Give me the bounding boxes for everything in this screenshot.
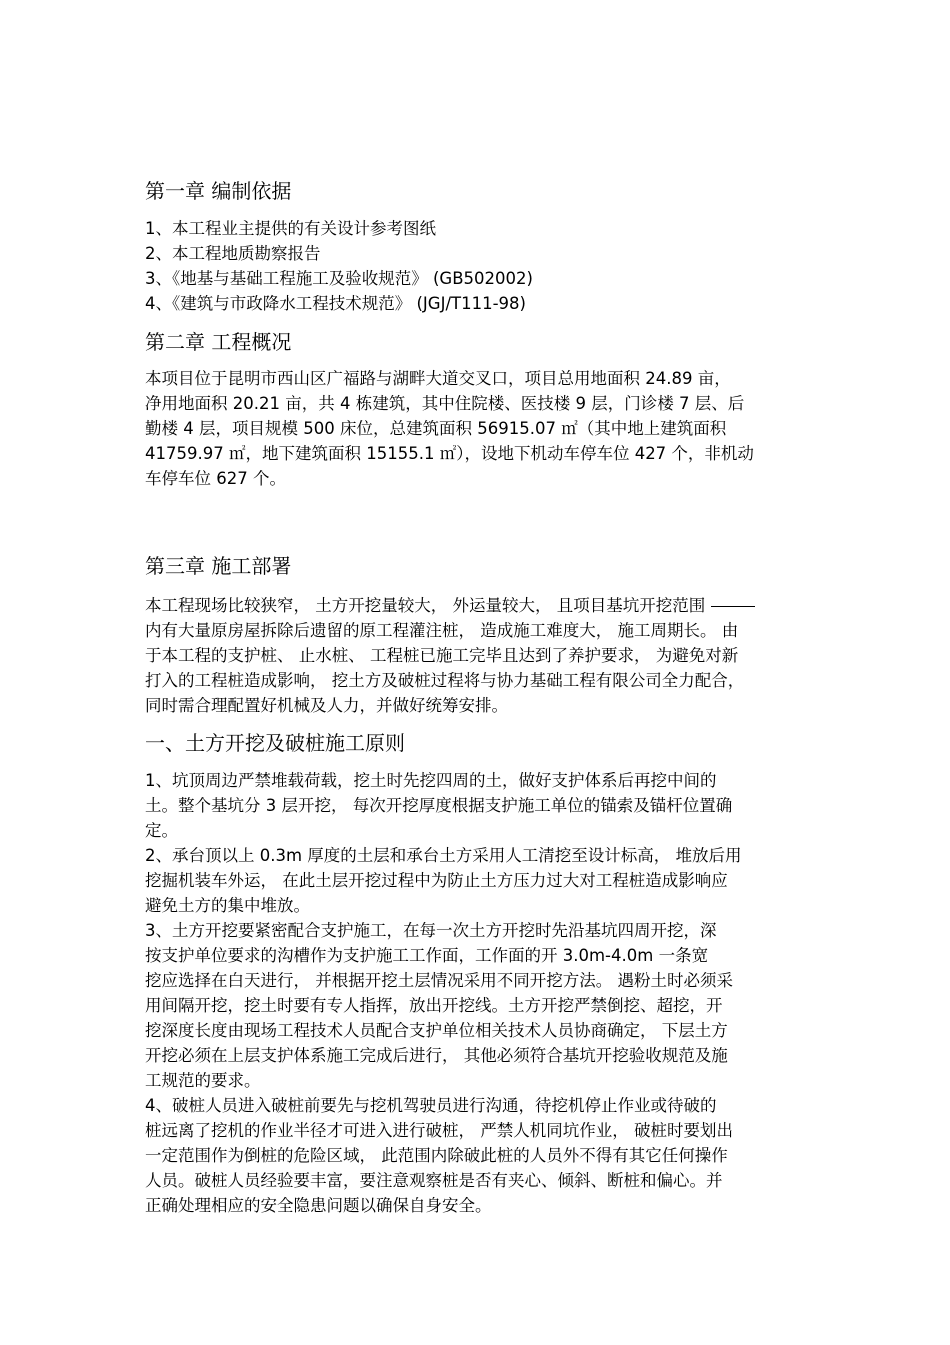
sec1-line-1: 1、坑顶周边严禁堆载荷载，挖土时先挖四周的土，做好支护体系后再挖中间的: [145, 771, 717, 790]
ch1-item-1: 1、本工程业主提供的有关设计参考图纸: [145, 219, 436, 238]
sec1-line-9: 挖应选择在白天进行， 并根据开挖土层情况采用不同开挖方法。 遇粉土时必须采: [145, 971, 733, 990]
sec1-line-5: 挖掘机装车外运， 在此土层开挖过程中为防止土方压力过大对工程桩造成影响应: [145, 871, 728, 890]
sec1-line-4: 2、承台顶以上 0.3m 厚度的土层和承台土方采用人工清挖至设计标高， 堆放后用: [145, 846, 742, 865]
ch3-line-1-text: 本工程现场比较狭窄， 土方开挖量较大， 外运量较大， 且项目基坑开挖范围: [145, 596, 706, 615]
sec1-line-18: 正确处理相应的安全隐患问题以确保自身安全。: [145, 1196, 492, 1215]
sec1-line-11: 挖深度长度由现场工程技术人员配合支护单位相关技术人员协商确定， 下层土方: [145, 1021, 728, 1040]
ch3-line-2: 内有大量原房屋拆除后遗留的原工程灌注桩， 造成施工难度大， 施工周期长。 由: [145, 621, 739, 640]
sec1-line-6: 避免土方的集中堆放。: [145, 896, 310, 915]
ch1-item-4: 4、《建筑与市政降水工程技术规范》 (JGJ/T111-98): [145, 294, 526, 313]
trailing-rule: [711, 606, 755, 607]
section-1-title: 一、土方开挖及破桩施工原则: [145, 731, 405, 755]
ch3-line-5: 同时需合理配置好机械及人力，并做好统筹安排。: [145, 696, 508, 715]
sec1-line-10: 用间隔开挖，挖土时要有专人指挥，放出开挖线。土方开挖严禁倒挖、超挖，开: [145, 996, 723, 1015]
ch2-line-3: 勤楼 4 层，项目规模 500 床位，总建筑面积 56915.07 ㎡（其中地上建筑面积: [145, 419, 727, 438]
sec1-line-13: 工规范的要求。: [145, 1071, 261, 1090]
ch2-line-2: 净用地面积 20.21 亩，共 4 栋建筑，其中住院楼、医技楼 9 层，门诊楼 7 层、后: [145, 394, 745, 413]
ch2-line-5: 车停车位 627 个。: [145, 469, 286, 488]
ch1-item-2: 2、本工程地质勘察报告: [145, 244, 321, 263]
sec1-line-17: 人员。破桩人员经验要丰富，要注意观察桩是否有夹心、倾斜、断桩和偏心。并: [145, 1171, 723, 1190]
sec1-line-15: 桩远离了挖机的作业半径才可进入进行破桩， 严禁人机同坑作业， 破桩时要划出: [145, 1121, 733, 1140]
sec1-line-14: 4、破桩人员进入破桩前要先与挖机驾驶员进行沟通，待挖机停止作业或待破的: [145, 1096, 717, 1115]
sec1-line-16: 一定范围作为倒桩的危险区域， 此范围内除破此桩的人员外不得有其它任何操作: [145, 1146, 728, 1165]
sec1-line-2: 土。整个基坑分 3 层开挖， 每次开挖厚度根据支护施工单位的锚索及锚杆位置确: [145, 796, 733, 815]
ch1-item-3: 3、《地基与基础工程施工及验收规范》 (GB502002): [145, 269, 533, 288]
ch3-line-3: 于本工程的支护桩、 止水桩、 工程桩已施工完毕且达到了养护要求， 为避免对新: [145, 646, 739, 665]
chapter-3-title: 第三章 施工部署: [145, 554, 292, 578]
ch2-line-1: 本项目位于昆明市西山区广福路与湖畔大道交叉口，项目总用地面积 24.89 亩，: [145, 369, 731, 388]
sec1-line-3: 定。: [145, 821, 178, 840]
ch2-line-4: 41759.97 ㎡，地下建筑面积 15155.1 ㎡），设地下机动车停车位 427 个，非机动: [145, 444, 754, 463]
chapter-1-title: 第一章 编制依据: [145, 179, 292, 203]
sec1-line-8: 按支护单位要求的沟槽作为支护施工工作面，工作面的开 3.0m-4.0m 一条宽: [145, 946, 709, 965]
sec1-line-7: 3、土方开挖要紧密配合支护施工，在每一次土方开挖时先沿基坑四周开挖，深: [145, 921, 717, 940]
ch3-line-1: [145, 596, 755, 616]
sec1-line-12: 开挖必须在上层支护体系施工完成后进行， 其他必须符合基坑开挖验收规范及施: [145, 1046, 728, 1065]
chapter-2-title: 第二章 工程概况: [145, 330, 292, 354]
ch3-line-4: 打入的工程桩造成影响， 挖土方及破桩过程将与协力基础工程有限公司全力配合，: [145, 671, 745, 690]
